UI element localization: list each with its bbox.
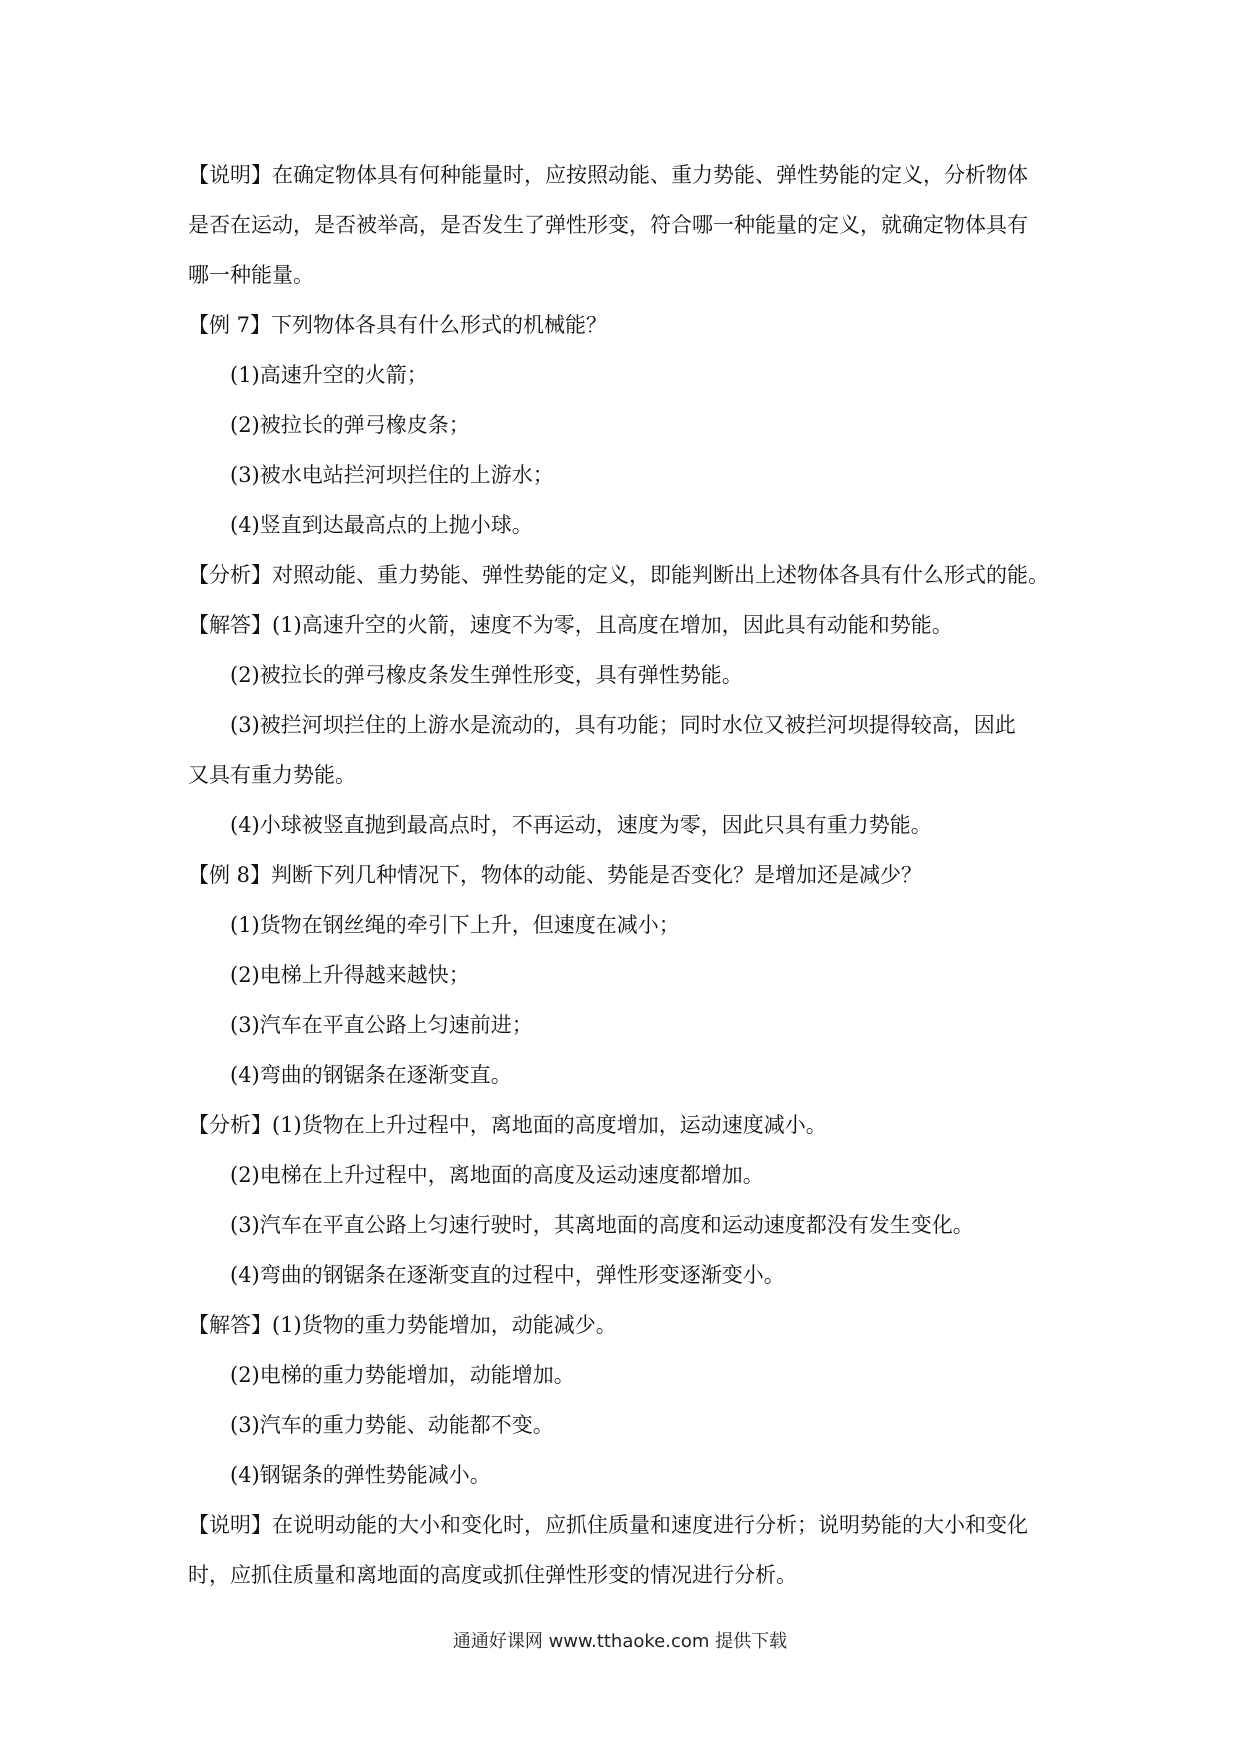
note-line-3: 哪一种能量。 — [188, 263, 314, 287]
example-8-item-3: (3)汽车在平直公路上匀速前进； — [230, 1013, 533, 1037]
example-7-answer-3-cont: 又具有重力势能。 — [188, 763, 356, 787]
document-body — [188, 150, 1058, 1600]
final-note-line-1: 【说明】在说明动能的大小和变化时，应抓住质量和速度进行分析；说明势能的大小和变化 — [188, 1513, 1028, 1537]
example-8-question: 【例 8】判断下列几种情况下，物体的动能、势能是否变化？是增加还是减少？ — [188, 863, 923, 887]
example-8-item-1: (1)货物在钢丝绳的牵引下上升，但速度在减小； — [230, 913, 680, 937]
example-8-answer-1: 【解答】(1)货物的重力势能增加，动能减少。 — [188, 1313, 617, 1337]
example-8-analysis-4: (4)弯曲的钢锯条在逐渐变直的过程中，弹性形变逐渐变小。 — [230, 1263, 785, 1287]
example-7-item-4: (4)竖直到达最高点的上抛小球。 — [230, 513, 533, 537]
example-8-analysis-3: (3)汽车在平直公路上匀速行驶时，其离地面的高度和运动速度都没有发生变化。 — [230, 1213, 974, 1237]
example-7-answer-2: (2)被拉长的弹弓橡皮条发生弹性形变，具有弹性势能。 — [230, 663, 743, 687]
example-7-answer-4: (4)小球被竖直抛到最高点时，不再运动，速度为零，因此只具有重力势能。 — [230, 813, 932, 837]
example-8-answer-4: (4)钢锯条的弹性势能减小。 — [230, 1463, 491, 1487]
example-7-item-3: (3)被水电站拦河坝拦住的上游水； — [230, 463, 554, 487]
example-7-answer-1: 【解答】(1)高速升空的火箭，速度不为零，且高度在增加，因此具有动能和势能。 — [188, 613, 953, 637]
example-7-question: 【例 7】下列物体各具有什么形式的机械能？ — [188, 313, 608, 337]
example-8-item-2: (2)电梯上升得越来越快； — [230, 963, 470, 987]
example-8-answer-3: (3)汽车的重力势能、动能都不变。 — [230, 1413, 554, 1437]
example-8-analysis-1: 【分析】(1)货物在上升过程中，离地面的高度增加，运动速度减小。 — [188, 1113, 827, 1137]
page-footer: 通通好课网 www.tthaoke.com 提供下载 — [452, 1631, 788, 1652]
example-8-answer-2: (2)电梯的重力势能增加，动能增加。 — [230, 1363, 575, 1387]
example-7-item-2: (2)被拉长的弹弓橡皮条； — [230, 413, 470, 437]
example-7-analysis: 【分析】对照动能、重力势能、弹性势能的定义，即能判断出上述物体各具有什么形式的能。 — [188, 563, 1049, 587]
final-note-line-2: 时，应抓住质量和离地面的高度或抓住弹性形变的情况进行分析。 — [188, 1563, 797, 1587]
note-line-1: 【说明】在确定物体具有何种能量时，应按照动能、重力势能、弹性势能的定义，分析物体 — [188, 163, 1028, 187]
example-8-analysis-2: (2)电梯在上升过程中，离地面的高度及运动速度都增加。 — [230, 1163, 764, 1187]
example-8-item-4: (4)弯曲的钢锯条在逐渐变直。 — [230, 1063, 512, 1087]
note-line-2: 是否在运动，是否被举高，是否发生了弹性形变，符合哪一种能量的定义，就确定物体具有 — [188, 213, 1028, 237]
example-7-item-1: (1)高速升空的火箭； — [230, 363, 428, 387]
example-7-answer-3: (3)被拦河坝拦住的上游水是流动的，具有功能；同时水位又被拦河坝提得较高，因此 — [230, 713, 1016, 737]
